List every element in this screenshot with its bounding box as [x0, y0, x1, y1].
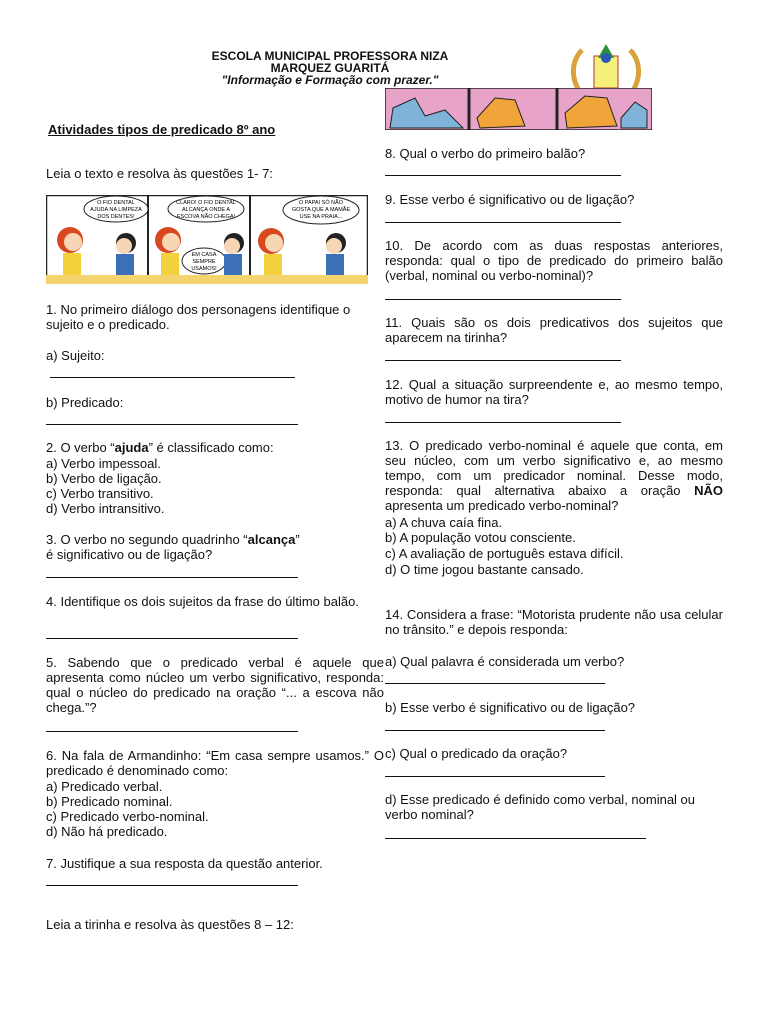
armandinho-comic	[46, 195, 368, 284]
q13-option-a: a) A chuva caía fina.	[385, 515, 503, 530]
comic-b1-line3: DOS DENTES!	[97, 214, 135, 220]
answer-line-7[interactable]	[46, 885, 298, 886]
answer-line-11[interactable]	[385, 360, 621, 361]
question-14c: c) Qual o predicado da oração?	[385, 746, 568, 761]
q13-option-d: d) O time jogou bastante cansado.	[385, 562, 584, 577]
q6-option-c: c) Predicado verbo-nominal.	[46, 809, 209, 824]
q2-option-a: a) Verbo impessoal.	[46, 456, 161, 471]
q2-post: ” é classificado como:	[148, 440, 274, 455]
question-14d: d) Esse predicado é definido como verbal, nominal ou verbo nominal?	[385, 792, 696, 822]
question-4: 4. Identifique os dois sujeitos da frase do último balão.	[46, 594, 359, 609]
strip-intro: Leia a tirinha e resolva às questões 8 – 12:	[46, 917, 294, 932]
answer-line-3[interactable]	[46, 577, 298, 578]
q3-pre: 3. O verbo no segundo quadrinho “	[46, 532, 248, 547]
question-7: 7. Justifique a sua resposta da questão anterior.	[46, 856, 323, 871]
answer-line-1a[interactable]	[50, 377, 295, 378]
worksheet-title: Atividades tipos de predicado 8º ano	[48, 122, 276, 137]
answer-line-14b[interactable]	[385, 730, 605, 731]
q2-option-d: d) Verbo intransitivo.	[46, 501, 165, 516]
question-11: 11. Quais são os dois predicativos dos sujeitos que aparecem na tirinha?	[385, 315, 723, 345]
q13-option-c: c) A avaliação de português estava difícil.	[385, 546, 624, 561]
answer-line-5[interactable]	[46, 731, 298, 732]
question-1-cont: sujeito e o predicado.	[46, 317, 170, 332]
q6-option-d: d) Não há predicado.	[46, 824, 168, 839]
question-2	[46, 440, 274, 455]
comic-b1-line2: AJUDA NA LIMPEZA	[90, 207, 142, 213]
q13-option-b: b) A população votou consciente.	[385, 530, 576, 545]
school-name: ESCOLA MUNICIPAL PROFESSORA NIZA	[211, 49, 449, 63]
comic-b3-line1: O PAPAI SÓ NÃO	[298, 200, 344, 206]
q2-option-b: b) Verbo de ligação.	[46, 471, 162, 486]
comic-b2-line3: ESCOVA NÃO CHEGA!	[176, 214, 236, 220]
answer-line-1b[interactable]	[46, 424, 298, 425]
comic-b1-line1: O FIO DENTAL	[97, 200, 135, 206]
q3-bold: alcança	[247, 532, 296, 547]
school-surname: MARQUEZ GUARITÁ	[270, 61, 390, 75]
school-motto: "Informação e Formação com prazer."	[221, 73, 439, 87]
question-8: 8. Qual o verbo do primeiro balão?	[385, 146, 586, 161]
question-6: 6. Na fala de Armandinho: “Em casa sempre usamos.” O predicado é denominado como:	[46, 748, 384, 778]
question-1: 1. No primeiro diálogo dos personagens identifique o	[46, 302, 351, 317]
question-3	[46, 532, 300, 547]
question-1b: b) Predicado:	[46, 395, 124, 410]
intro-text: Leia o texto e resolva às questões 1- 7:	[46, 166, 273, 181]
comic-b2b-line3: USAMOS!	[191, 266, 217, 272]
question-10: 10. De acordo com as duas respostas anteriores, responda: qual o tipo de predicado do primeiro balão (verbal, nominal ou verbo-nominal)?	[385, 238, 723, 283]
answer-line-14c[interactable]	[385, 776, 605, 777]
question-14b: b) Esse verbo é significativo ou de ligação?	[385, 700, 636, 715]
question-9: 9. Esse verbo é significativo ou de ligação?	[385, 192, 635, 207]
answer-line-14a[interactable]	[385, 683, 605, 684]
comic-b3-line2: GOSTA QUE A MAMÃE	[291, 207, 351, 213]
comic-b3-line3: USE NA PRAIA...	[299, 214, 343, 220]
answer-line-14d[interactable]	[385, 838, 646, 839]
answer-line-10[interactable]	[385, 299, 621, 300]
answer-line-12[interactable]	[385, 422, 621, 423]
question-14: 14. Considera a frase: “Motorista prudente não usa celular no trânsito.” e depois responda:	[385, 607, 723, 637]
answer-line-8[interactable]	[385, 175, 621, 176]
garfield-strip	[385, 88, 652, 130]
q2-option-c: c) Verbo transitivo.	[46, 486, 154, 501]
q13-bold: NÃO	[694, 483, 723, 498]
q6-option-a: a) Predicado verbal.	[46, 779, 163, 794]
answer-line-9[interactable]	[385, 222, 621, 223]
question-5: 5. Sabendo que o predicado verbal é aquele que apresenta como núcleo um verbo significativo, responda: qual o núcleo do predicado na oração “... a escova não chega.”?	[46, 655, 384, 715]
question-1a: a) Sujeito:	[46, 348, 105, 363]
comic-b2b-line1: EM CASA	[191, 252, 217, 258]
q3-post: ”	[295, 532, 300, 547]
answer-line-4[interactable]	[46, 638, 298, 639]
q2-bold: ajuda	[114, 440, 149, 455]
question-14a: a) Qual palavra é considerada um verbo?	[385, 654, 625, 669]
question-12: 12. Qual a situação surpreendente e, ao mesmo tempo, motivo de humor na tira?	[385, 377, 723, 407]
q13-pre: 13. O predicado verbo-nominal é aquele que conta, em seu núcleo, com um verbo significativo e, ao mesmo tempo, com um predicador nominal. Desse modo, responda: qual alternativa abaixo a oração	[385, 438, 723, 498]
question-13	[385, 438, 723, 513]
comic-b2-line2: ALCANÇA ONDE A	[182, 207, 230, 213]
q13-post: apresenta um predicado verbo-nominal?	[385, 498, 619, 513]
comic-b2-line1: CLARO! O FIO DENTAL	[176, 200, 236, 206]
q6-option-b: b) Predicado nominal.	[46, 794, 173, 809]
q2-pre: 2. O verbo “	[46, 440, 115, 455]
question-3-cont: é significativo ou de ligação?	[46, 547, 213, 562]
comic-b2b-line2: SEMPRE	[192, 259, 216, 265]
